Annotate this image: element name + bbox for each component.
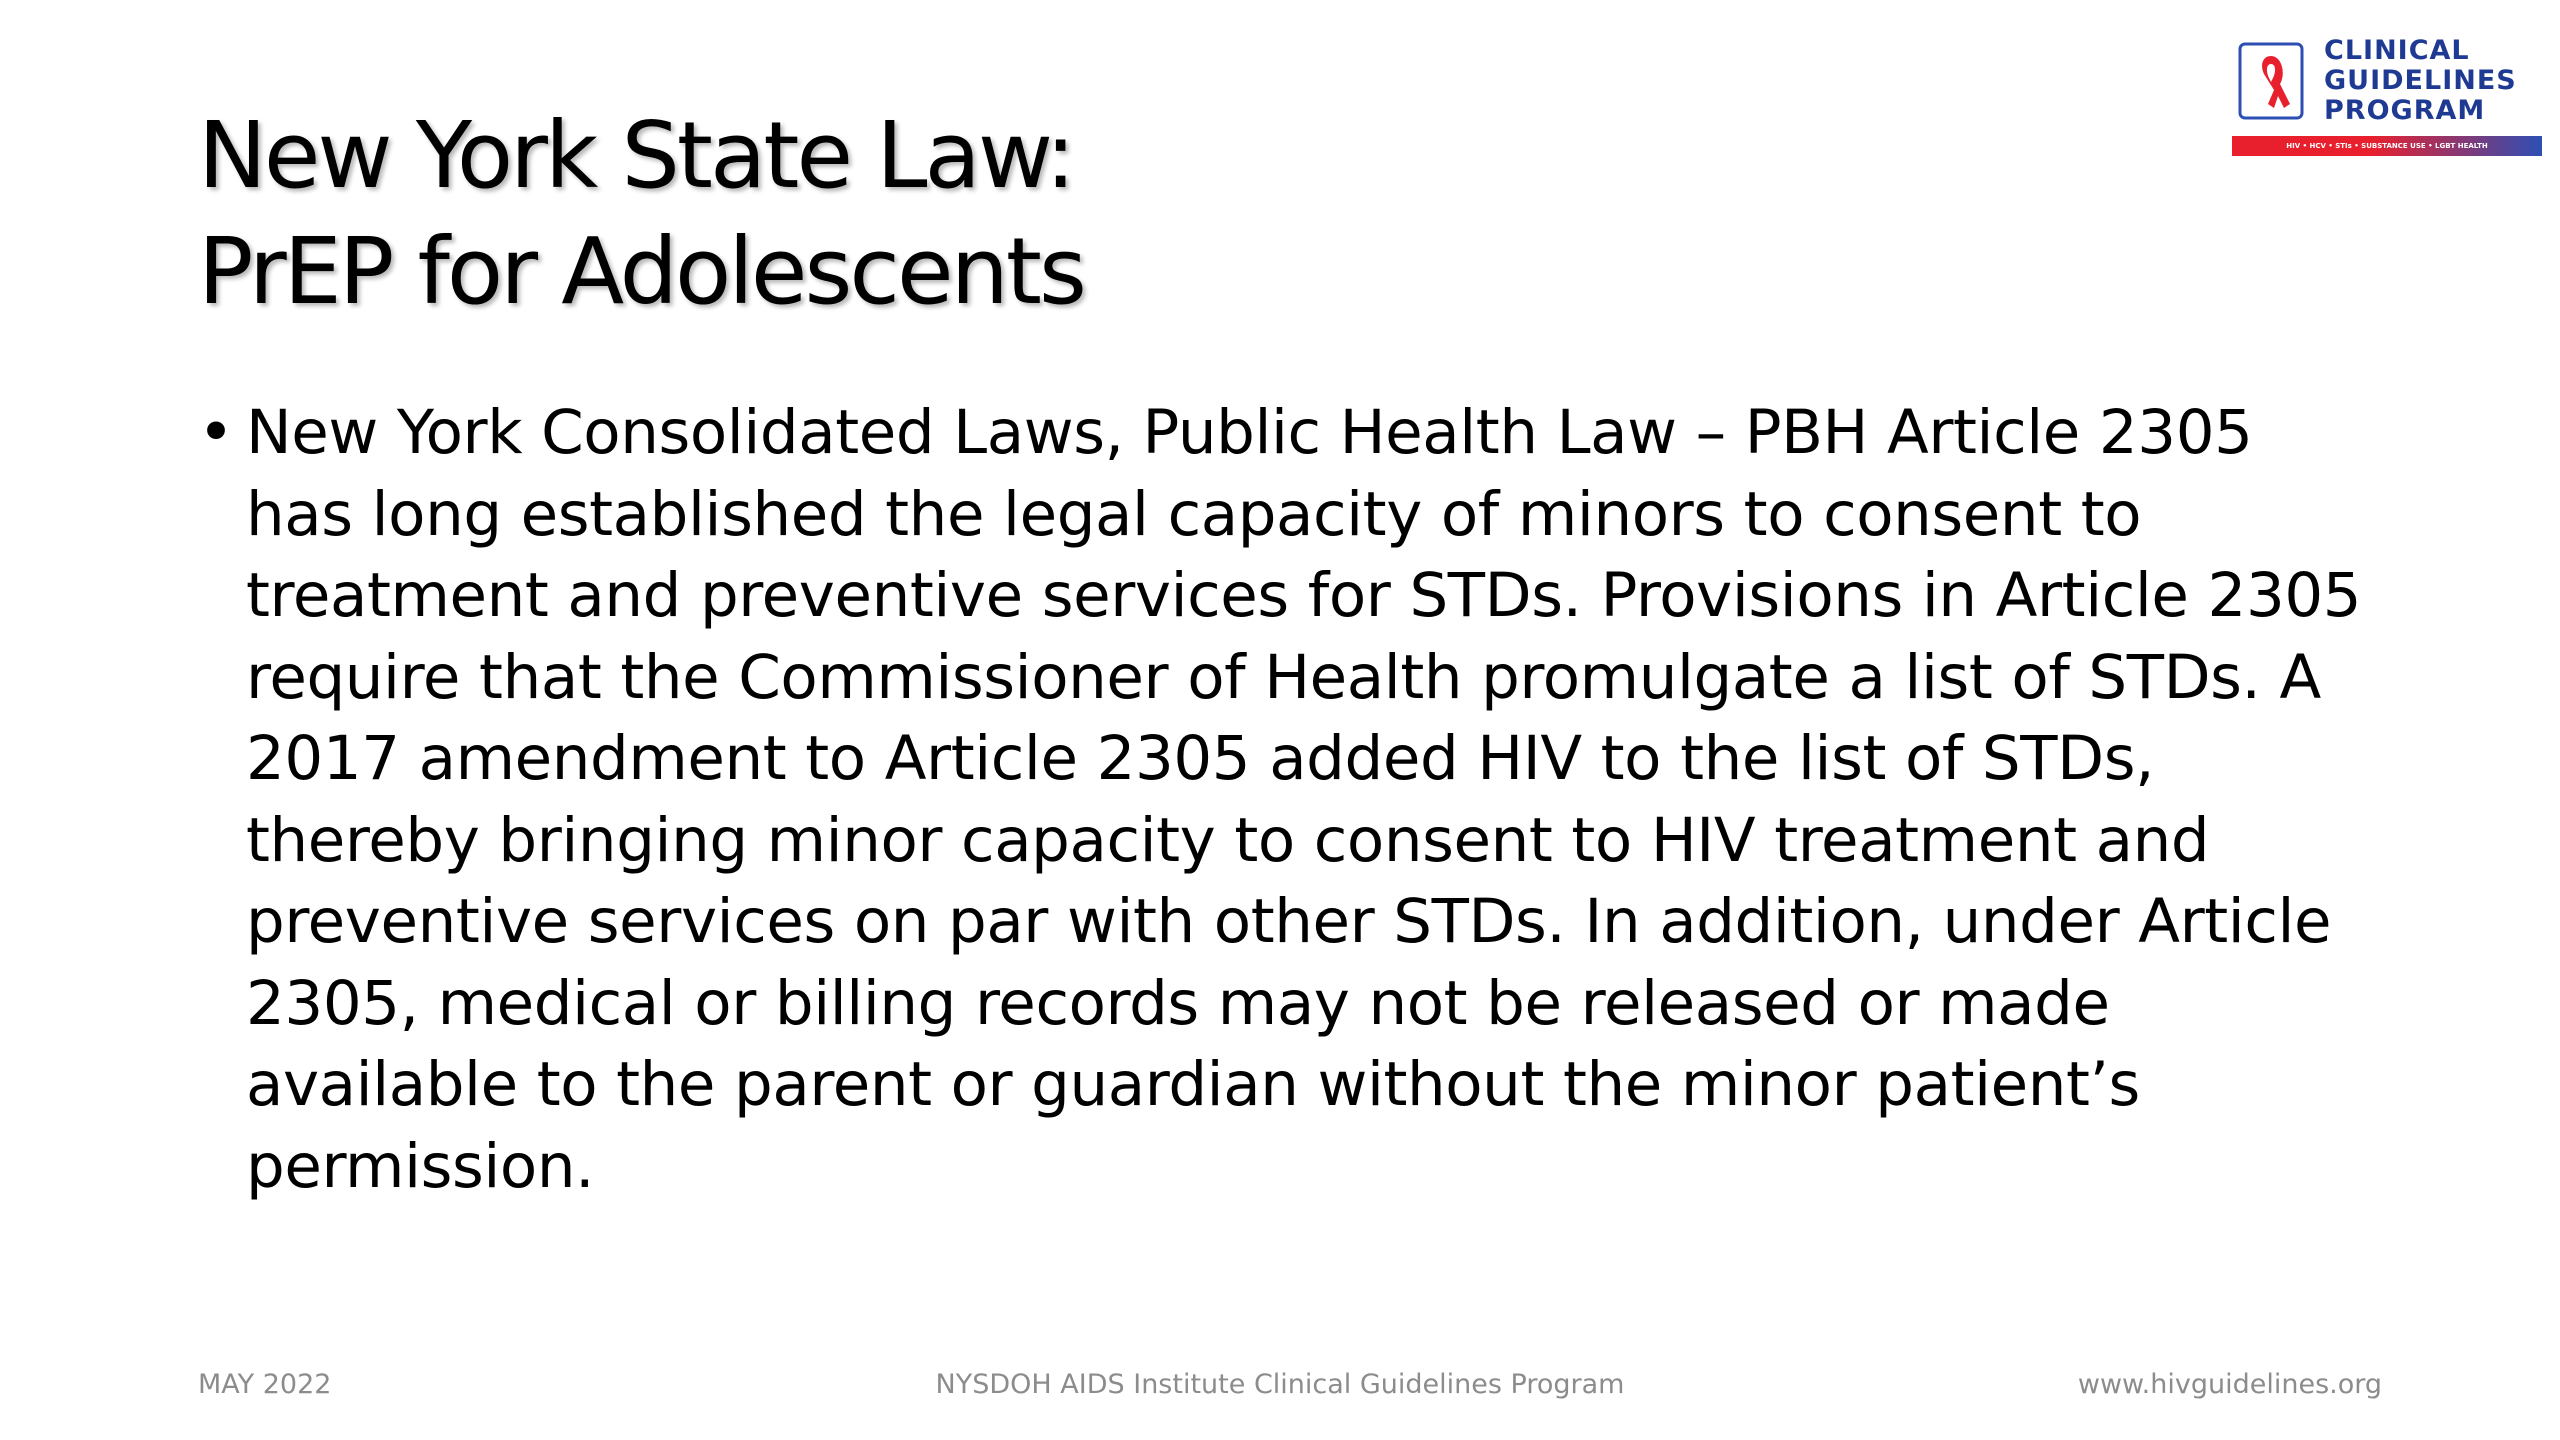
bullet-text-line: has long established the legal capacity of minors to consent to (246, 478, 2142, 550)
slide-title-line-1: New York State Law: (198, 102, 1074, 209)
bullet-item (198, 392, 2398, 1207)
bullet-text-line: require that the Commissioner of Health promulgate a list of STDs. A (246, 641, 2321, 713)
footer-url: www.hivguidelines.org (2077, 1369, 2382, 1400)
logo-line-2: GUIDELINES (2324, 65, 2517, 96)
bullet-text-line: New York Consolidated Laws, Public Health Law – PBH Article 2305 (246, 397, 2253, 468)
bullet-text-line: thereby bringing minor capacity to consent to HIV treatment and (246, 804, 2210, 876)
bullet-text-line: preventive services on par with other STDs. In addition, under Article (246, 886, 2332, 957)
logo-wordmark (2324, 36, 2517, 126)
logo-line-3: PROGRAM (2324, 95, 2486, 126)
bullet-text-line: available to the parent or guardian without the minor patient’s (246, 1049, 2140, 1120)
footer-date: MAY 2022 (198, 1369, 332, 1400)
bullet-dot-icon: • (198, 397, 234, 468)
bullet-text-line: treatment and preventive services for STDs. Provisions in Article 2305 (246, 560, 2362, 631)
clinical-guidelines-program-logo (2232, 36, 2542, 160)
logo-tagline: HIV • HCV • STIs • SUBSTANCE USE • LGBT HEALTH (2286, 142, 2488, 150)
slide-title (198, 98, 1898, 330)
logo-line-1: CLINICAL (2324, 35, 2470, 66)
slide-body (198, 392, 2398, 1207)
footer-program-name: NYSDOH AIDS Institute Clinical Guidelines Program (935, 1369, 1625, 1400)
bullet-text-line: permission. (246, 1130, 595, 1202)
bullet-text-line: 2017 amendment to Article 2305 added HIV to the list of STDs, (246, 723, 2155, 794)
bullet-text-line: 2305, medical or billing records may not be released or made (246, 967, 2110, 1039)
red-ribbon-icon (2238, 42, 2308, 126)
slide-title-line-2: PrEP for Adolescents (198, 218, 1084, 325)
